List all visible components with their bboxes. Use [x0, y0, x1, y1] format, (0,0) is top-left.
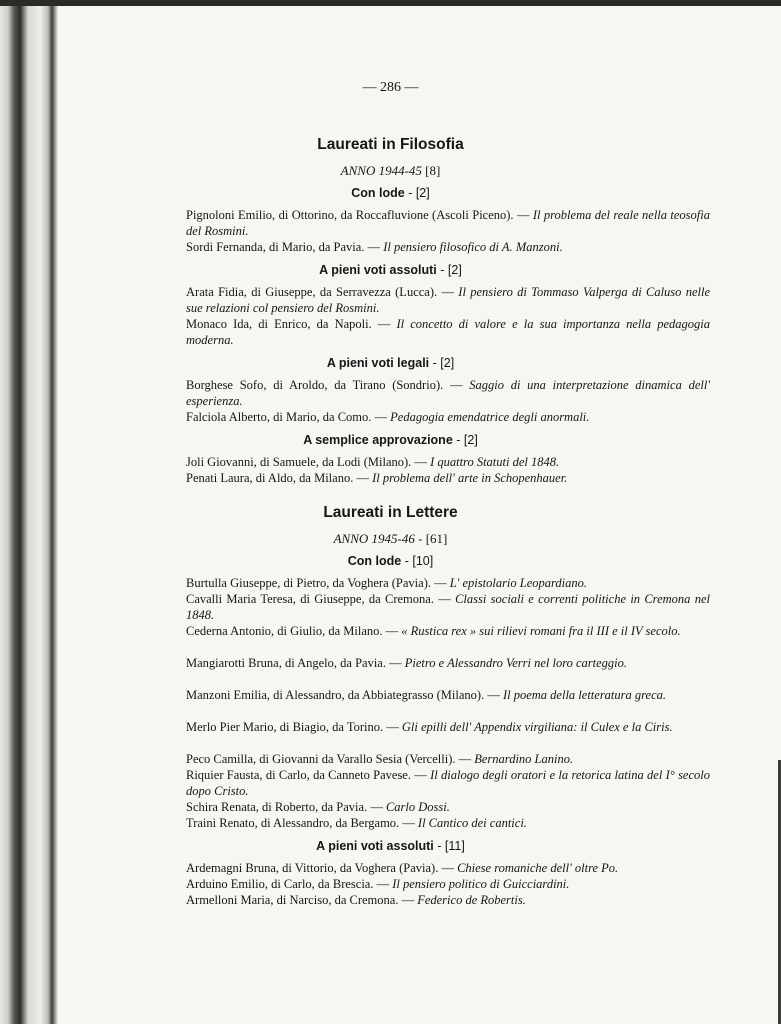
group-heading: Con lode - [2]: [351, 186, 430, 200]
group-heading: A pieni voti assoluti - [11]: [316, 839, 465, 853]
list-item: Arata Fidia, di Giuseppe, da Serravezza (Lucca). — Il pensiero di Tommaso Valperga di Caluso nelle sue relazioni col pensiero del Rosmini.: [186, 285, 711, 315]
anno-line-lettere: ANNO 1945-46 - [61]: [333, 531, 448, 546]
list-item: Penati Laura, di Aldo, da Milano. — Il problema dell' arte in Schopenhauer.: [186, 471, 568, 485]
anno-line-filosofia: ANNO 1944-45 [8]: [340, 163, 441, 178]
list-item: Armelloni Maria, di Narciso, da Cremona. — Federico de Robertis.: [186, 893, 526, 907]
list-item: Manzoni Emilia, di Alessandro, da Abbiategrasso (Milano). — Il poema della letteratura greca.: [186, 688, 667, 702]
list-item: Borghese Sofo, di Aroldo, da Tirano (Sondrio). — Saggio di una interpretazione dinamica dell' esperienza.: [186, 378, 710, 408]
list-item: Peco Camilla, di Giovanni da Varallo Sesia (Vercelli). — Bernardino Lanino.: [186, 752, 574, 766]
group-heading: A pieni voti assoluti - [2]: [319, 263, 462, 277]
list-item: Falciola Alberto, di Mario, da Como. — Pedagogia emendatrice degli anormali.: [186, 410, 590, 424]
scan-top-edge: [0, 0, 781, 6]
list-item: Merlo Pier Mario, di Biagio, da Torino. — Gli epilli dell' Appendix virgiliana: il Culex e la Ciris.: [186, 720, 673, 734]
list-item: Mangiarotti Bruna, di Angelo, da Pavia. — Pietro e Alessandro Verri nel loro carteggio.: [186, 656, 628, 670]
list-item: Cederna Antonio, di Giulio, da Milano. — « Rustica rex » sui rilievi romani fra il III e il IV secolo.: [186, 624, 681, 638]
list-item: Riquier Fausta, di Carlo, da Canneto Pavese. — Il dialogo degli oratori e la retorica latina del I° secolo dopo Cristo.: [186, 768, 711, 798]
group-heading: A pieni voti legali - [2]: [326, 356, 455, 370]
group-heading: A semplice approvazione - [2]: [303, 433, 478, 447]
list-item: Traini Renato, di Alessandro, da Bergamo. — Il Cantico dei cantici.: [186, 816, 527, 830]
group-heading: Con lode - [10]: [347, 554, 434, 568]
list-item: Cavalli Maria Teresa, di Giuseppe, da Cremona. — Classi sociali e correnti politiche in Cremona nel 1848.: [186, 592, 710, 622]
section-title-filosofia: Laureati in Filosofia: [317, 136, 464, 153]
list-item: Joli Giovanni, di Samuele, da Lodi (Milano). — I quattro Statuti del 1848.: [186, 455, 560, 469]
list-item: Ardemagni Bruna, di Vittorio, da Voghera (Pavia). — Chiese romaniche dell' oltre Po.: [186, 861, 619, 875]
list-item: Burtulla Giuseppe, di Pietro, da Voghera (Pavia). — L' epistolario Leopardiano.: [186, 576, 588, 590]
list-item: Sordi Fernanda, di Mario, da Pavia. — Il pensiero filosofico di A. Manzoni.: [186, 240, 563, 254]
list-item: Monaco Ida, di Enrico, da Napoli. — Il concetto di valore e la sua importanza nella pedagogia moderna.: [186, 317, 710, 347]
page-number: — 286 —: [362, 80, 419, 95]
section-title-lettere: Laureati in Lettere: [323, 504, 458, 521]
list-item: Pignoloni Emilio, di Ottorino, da Roccafluvione (Ascoli Piceno). — Il problema del reale nella teosofia del Rosmini.: [186, 208, 710, 238]
list-item: Schira Renata, di Roberto, da Pavia. — Carlo Dossi.: [186, 800, 450, 814]
list-item: Arduino Emilio, di Carlo, da Brescia. — Il pensiero politico di Guicciardini.: [186, 877, 570, 891]
